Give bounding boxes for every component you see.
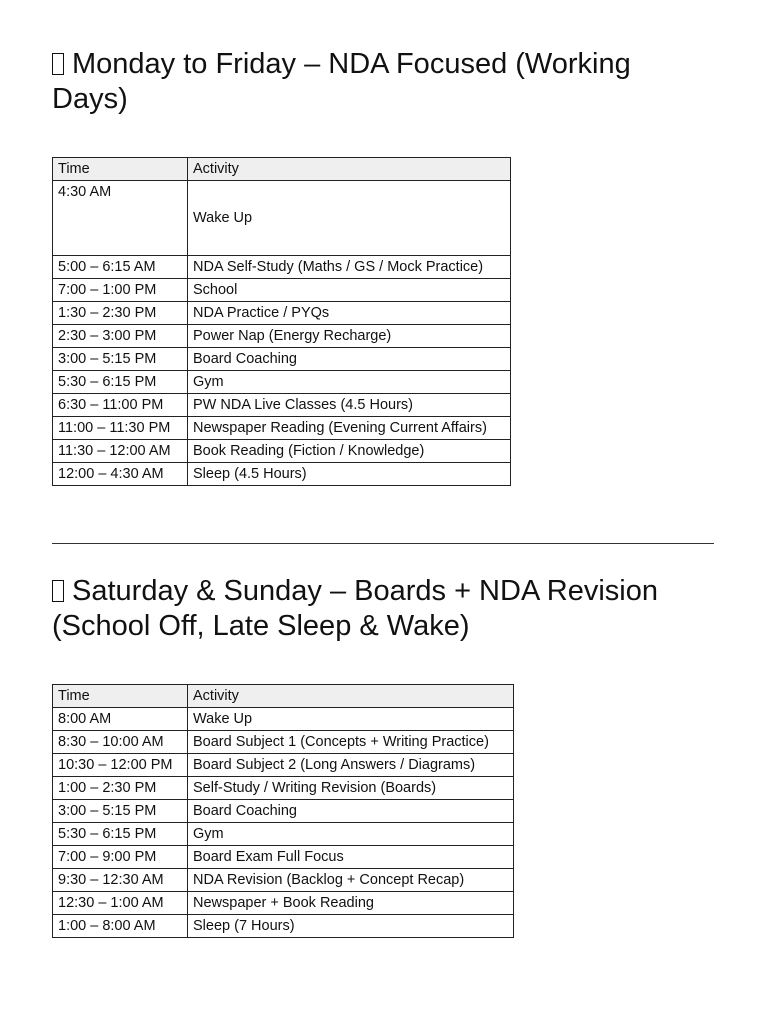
activity-cell: Sleep (7 Hours) (188, 915, 514, 938)
section-heading-text: Saturday & Sunday – Boards + NDA Revision (School Off, Late Sleep & Wake) (52, 575, 658, 642)
column-header-time: Time (53, 158, 188, 181)
activity-cell: NDA Self-Study (Maths / GS / Mock Practice) (188, 256, 511, 279)
table-row (53, 463, 511, 486)
time-cell: 7:00 – 9:00 PM (53, 846, 188, 869)
time-cell: 3:00 – 5:15 PM (53, 800, 188, 823)
table-row (53, 279, 511, 302)
activity-cell: Sleep (4.5 Hours) (188, 463, 511, 486)
time-cell: 11:00 – 11:30 PM (53, 417, 188, 440)
time-cell: 4:30 AM (53, 181, 188, 256)
activity-cell: Board Coaching (188, 800, 514, 823)
table-row (53, 440, 511, 463)
missing-glyph-icon (52, 580, 64, 602)
activity-cell: Power Nap (Energy Recharge) (188, 325, 511, 348)
activity-cell: School (188, 279, 511, 302)
activity-cell: Self-Study / Writing Revision (Boards) (188, 777, 514, 800)
section-heading-weekend (52, 574, 712, 644)
table-row (53, 708, 514, 731)
time-cell: 9:30 – 12:30 AM (53, 869, 188, 892)
time-cell: 8:30 – 10:00 AM (53, 731, 188, 754)
activity-cell: Board Exam Full Focus (188, 846, 514, 869)
table-row (53, 777, 514, 800)
time-cell: 1:30 – 2:30 PM (53, 302, 188, 325)
time-cell: 8:00 AM (53, 708, 188, 731)
activity-cell: Newspaper + Book Reading (188, 892, 514, 915)
table-row (53, 256, 511, 279)
table-row (53, 754, 514, 777)
activity-cell: Board Subject 2 (Long Answers / Diagrams) (188, 754, 514, 777)
activity-cell: Gym (188, 371, 511, 394)
time-cell: 6:30 – 11:00 PM (53, 394, 188, 417)
time-cell: 3:00 – 5:15 PM (53, 348, 188, 371)
time-cell: 5:00 – 6:15 AM (53, 256, 188, 279)
column-header-time: Time (53, 685, 188, 708)
horizontal-divider (52, 543, 714, 544)
table-row (53, 915, 514, 938)
activity-cell: Newspaper Reading (Evening Current Affairs) (188, 417, 511, 440)
activity-cell: Board Coaching (188, 348, 511, 371)
time-cell: 1:00 – 2:30 PM (53, 777, 188, 800)
table-row (53, 823, 514, 846)
table-row (53, 371, 511, 394)
time-cell: 5:30 – 6:15 PM (53, 371, 188, 394)
time-cell: 12:00 – 4:30 AM (53, 463, 188, 486)
time-cell: 2:30 – 3:00 PM (53, 325, 188, 348)
time-cell: 5:30 – 6:15 PM (53, 823, 188, 846)
table-row (53, 181, 511, 256)
table-row (53, 348, 511, 371)
time-cell: 10:30 – 12:00 PM (53, 754, 188, 777)
table-row (53, 417, 511, 440)
column-header-activity: Activity (188, 158, 511, 181)
activity-cell: Wake Up (188, 708, 514, 731)
activity-cell: Wake Up (188, 181, 511, 256)
table-header-row (53, 685, 514, 708)
missing-glyph-icon (52, 53, 64, 75)
table-row (53, 869, 514, 892)
table-row (53, 394, 511, 417)
table-row (53, 892, 514, 915)
time-cell: 12:30 – 1:00 AM (53, 892, 188, 915)
activity-cell: PW NDA Live Classes (4.5 Hours) (188, 394, 511, 417)
table-row (53, 731, 514, 754)
activity-cell: Board Subject 1 (Concepts + Writing Practice) (188, 731, 514, 754)
table-row (53, 800, 514, 823)
table-header-row (53, 158, 511, 181)
table-row (53, 302, 511, 325)
section-heading-weekdays (52, 47, 712, 117)
column-header-activity: Activity (188, 685, 514, 708)
weekday-schedule-table (52, 157, 511, 486)
table-row (53, 846, 514, 869)
activity-cell: NDA Revision (Backlog + Concept Recap) (188, 869, 514, 892)
section-heading-text: Monday to Friday – NDA Focused (Working Days) (52, 48, 631, 115)
time-cell: 7:00 – 1:00 PM (53, 279, 188, 302)
activity-cell: NDA Practice / PYQs (188, 302, 511, 325)
activity-cell: Book Reading (Fiction / Knowledge) (188, 440, 511, 463)
time-cell: 1:00 – 8:00 AM (53, 915, 188, 938)
time-cell: 11:30 – 12:00 AM (53, 440, 188, 463)
activity-cell: Gym (188, 823, 514, 846)
weekend-schedule-table (52, 684, 514, 938)
table-row (53, 325, 511, 348)
